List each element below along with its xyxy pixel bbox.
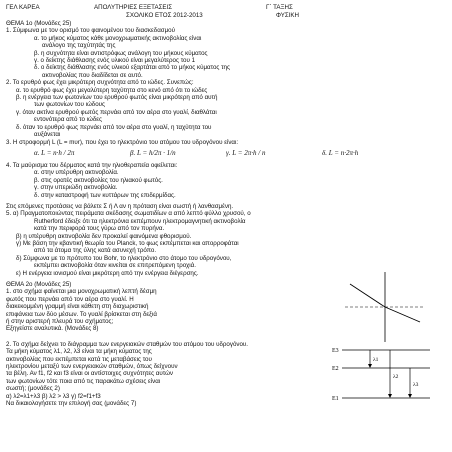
text-line: 2. Το σχήμα δείχνει το διάγραμμα των ενεργειακών σταθμών του ατόμου του υδρογόνου. [6,340,249,348]
level-e1-label: E1 [332,396,339,402]
subject-label: ΦΥΣΙΚΗ [276,12,300,19]
arrow-l1-head [368,364,372,368]
text-line: 1. στο σχήμα φαίνεται μια μονοχρωματική λεπτή δέσμη [6,288,157,296]
text-line: ΘΕΜΑ 2ο (Μονάδες 25) [6,281,72,288]
grade-label: Γ΄ ΤΑΞΗΣ [266,4,293,11]
text-line: δ. ο δείκτης διάθλασης ενός υλικού εξαρτάται από το μήκος κύματος της [34,64,230,72]
refraction-figure [340,272,430,342]
lambda2-label: λ2 [393,374,399,380]
level-e2-label: E2 [332,366,339,372]
text-line: φωτός που περνάει από τον αέρα στο γυαλί. Η [6,295,134,303]
text-line: εκπέμπει ακτινοβολία όταν κινείται σε επιτρεπόμενη τροχιά. [34,262,196,270]
text-line: κατά την περιφορά τους γύρω από τον πυρήνα. [34,225,165,233]
text-line: γ. όταν ακτίνα ερυθρού φωτός περνάει από τον αέρα στο γυαλί, διαθλάται [16,108,217,116]
formula-option-c: γ. L = 2π·h / n [226,149,266,158]
text-line: β. η ενέργεια των φωτονίων του ερυθρού φωτός είναι μικρότερη από αυτή [16,94,218,102]
text-line: ακτινοβολίας που διαδίδεται σε αυτό. [42,71,143,79]
text-line: α. το μήκος κύματος κάθε μονοχρωματικής ακτινοβολίας είναι [34,34,202,42]
text-line: των φωτονίων του ιώδους [34,101,106,109]
lambda3-label: λ3 [413,382,419,388]
school-name: ΓΕΛ ΚΑΡΕΑ [6,4,40,11]
text-line: ανάλογο της ταχύτητάς της [42,42,116,50]
text-line: σωστή; (μονάδες 2) [6,385,60,393]
text-line: α) λ2=λ1+λ3 β) λ2 > λ3 γ) f2=f1+f3 [6,392,101,400]
text-line: 4. Τα μαύρισμα του δέρματος κατά την ηλιοθεραπεία οφείλεται: [6,161,178,169]
text-line: γ. στην υπεριώδη ακτινοβολία. [34,184,118,192]
text-line: 2. Το ερυθρό φως έχει μικρότερη συχνότητα από το ιώδες. Συνεπώς: [6,79,194,87]
text-line: Εξηγείστε αναλυτικά. (Μονάδες 8) [6,325,99,333]
text-line: 3. Η στροφορμή L (L = mυr), που έχει το ηλεκτρόνιο του ατόμου του υδρογόνου είναι: [6,138,239,146]
text-line: διακεκομμένη γραμμή είναι κάθετη στη διαχωριστική [6,303,149,311]
text-line: Rutherford έδειξε ότι τα ηλεκτρόνια εκπέμπουν ηλεκτρομαγνητική ακτινοβολία [34,217,246,225]
text-line: δ. όταν το ερυθρό φως περνάει από τον αέρα στο γυαλί, η ταχύτητα του [16,123,212,131]
arrow-l2-head [388,394,392,398]
lambda1-label: λ1 [373,357,379,363]
text-line: γ. ο δείκτης διάθλασης ενός υλικού είναι μεγαλύτερος του 1 [34,57,196,65]
text-line: τα βέλη. Αν f1, f2 και f3 είναι οι αντίστοιχες συχνότητες αυτών [6,370,174,378]
text-line: Να δικαιολογήσετε την επιλογή σας (μονάδες 7) [6,400,137,408]
exam-title: ΑΠΟΛΥΤΗΡΙΕΣ ΕΞΕΤΑΣΕΙΣ [94,4,173,11]
angular-momentum-options [6,146,446,162]
formula-option-a: α. L = n·h / 2π [34,149,75,158]
text-line: Τα μήκη κύματος λ1, λ2, λ3 είναι τα μήκη κύματος της [6,348,152,356]
text-line: 1. Σύμφωνα με τον ορισμό του φαινομένου του διασκεδασμού [6,27,175,35]
text-line: επιφάνεια των δύο μέσων. Το γυαλί βρίσκεται στη δεξιά [6,310,157,318]
text-line: ακτινοβολίας που εκπέμπεται κατά τις μεταβάσεις του [6,355,152,363]
text-line: β) η υπέρυθρη ακτινοβολία δεν προκαλεί φαινόμενα φθορισμού. [16,232,192,240]
arrow-l3-head [408,394,412,398]
text-line: εντονότερα από το ιώδες [34,116,103,124]
text-line: β. η συχνότητα είναι αντιστρόφως ανάλογη του μήκους κύματος [34,49,208,57]
text-line: Στις επόμενες προτάσεις να βάλετε Σ ή Λ αν η πρόταση είναι σωστή ή λανθασμένη. [6,202,234,210]
text-line: δ. στην καταστροφή των κυττάρων της επιδερμίδας. [34,191,176,199]
text-line: αυξάνεται [34,131,61,139]
text-line: γ) Με βάση την κβαντική θεωρία του Planck, το φως εκπέμπεται και απορροφάται [16,239,239,247]
text-line: α. το ερυθρό φως έχει μεγαλύτερη ταχύτητα στο κενό από ότι το ιώδες [16,86,208,94]
section-1-text [6,20,446,146]
text-line: ΘΕΜΑ 1ο (Μονάδες 25) [6,20,72,27]
text-line: δ) Σύμφωνα με το πρότυπο του Bohr, το ηλεκτρόνιο στο άτομο του υδρογόνου, [16,254,232,262]
text-line: από τα άτομα της ύλης κατά ασυνεχή τρόπο. [34,247,157,255]
text-line: α. στην υπέρυθρη ακτινοβολία. [34,169,119,177]
formula-option-b: β. L = h/2π · 1/n [130,149,176,158]
incident-ray [350,284,385,307]
formula-option-d: δ. L = n·2π·h [322,149,359,158]
text-line: των φωτονίων τότε ποια από τις παρακάτω σχέσεις είναι [6,377,161,385]
energy-levels-figure [330,342,440,408]
refracted-ray [385,307,420,322]
text-line: ή στην αριστερή πλευρά του σχήματος; [6,318,114,326]
school-year: ΣΧΟΛΙΚΟ ΕΤΟΣ 2012-2013 [126,12,203,19]
text-line: β. στις ορατές ακτινοβολίες του ηλιακού φωτός. [34,176,163,184]
text-line: 5. α) Πραγματοποιώντας πειράματα σκέδασης σωματιδίων α από λεπτό φύλλο χρυσού, ο [6,210,251,218]
text-line: ηλεκτρονίου μεταξύ των ενεργειακών σταθμών, όπως δείχνουν [6,363,178,371]
level-e3-label: E3 [332,348,339,354]
text-line: ε) Η ενέργεια ιονισμού είναι μικρότερη από την ενέργεια διέγερσης. [16,269,199,277]
